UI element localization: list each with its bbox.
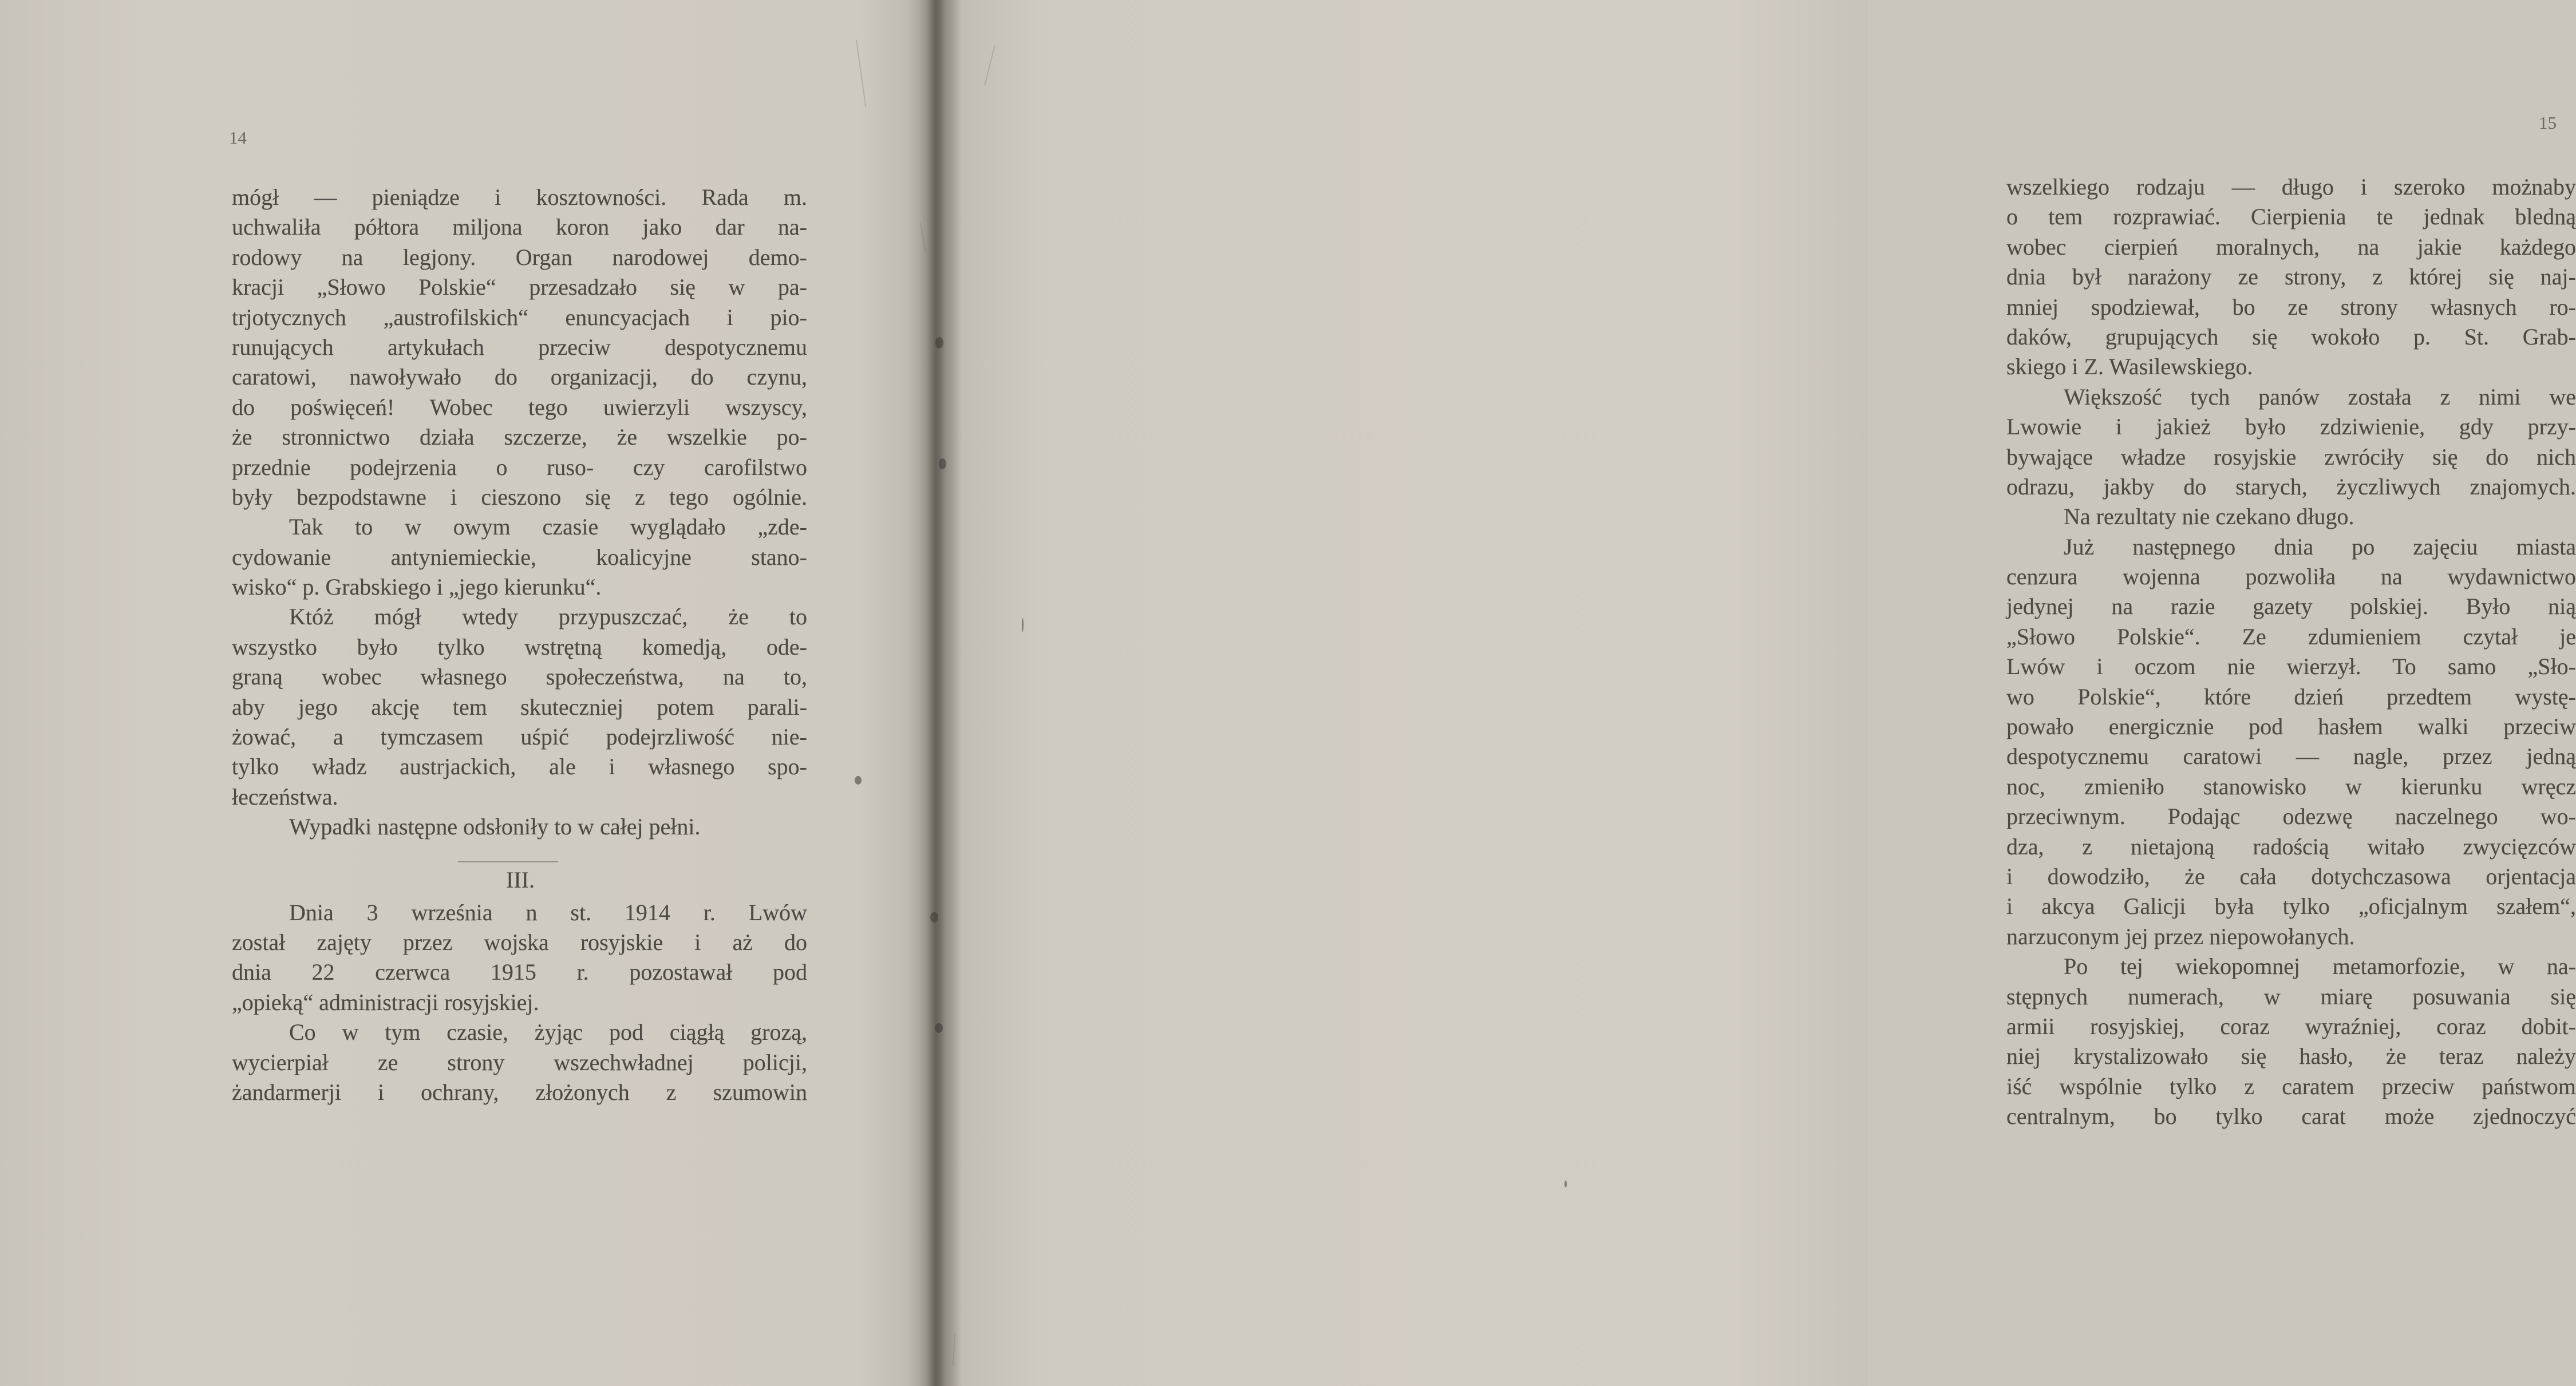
text-line: Po tej wiekopomnej metamorfozie, w na- — [2064, 953, 2576, 980]
text-line: mniej spodziewał, bo ze strony własnych ro- — [2006, 294, 2576, 320]
text-line: bywające władze rosyjskie zwróciły się do nich — [2006, 443, 2576, 470]
text-line: noc, zmieniło stanowisko w kierunku wręcz — [2006, 773, 2576, 799]
right-page-text — [2006, 172, 2576, 1132]
text-line: Już następnego dnia po zajęciu miasta — [2064, 533, 2576, 560]
text-line: narzuconym jej przez niepowołanych. — [2006, 923, 2355, 949]
text-line: wisko“ p. Grabskiego i „jego kierunku“. — [232, 574, 602, 600]
text-line: caratowi, nawoływało do organizacji, do czynu, — [232, 364, 807, 390]
text-line: Któż mógł wtedy przypuszczać, że to — [289, 604, 807, 630]
left-page-number: 14 — [229, 128, 247, 148]
text-line: tylko władz austrjackich, ale i własnego spo- — [232, 754, 807, 780]
text-line: kracji „Słowo Polskie“ przesadzało się w pa- — [232, 274, 807, 300]
text-line: cenzura wojenna pozwoliła na wydawnictwo — [2006, 564, 2576, 590]
paper-speck — [1022, 618, 1024, 632]
text-line: wszelkiego rodzaju — długo i szeroko możnaby — [2006, 174, 2576, 200]
text-line: daków, grupujących się wokoło p. St. Grab- — [2006, 323, 2576, 350]
text-line: „Słowo Polskie“. Ze zdumieniem czytał je — [2006, 623, 2576, 650]
text-line: przeciwnym. Podając odezwę naczelnego wo- — [2006, 803, 2576, 830]
text-line: trjotycznych „austrofilskich“ enuncyacjach i pio- — [232, 304, 807, 330]
paper-speck — [930, 912, 938, 922]
text-line: były bezpodstawne i cieszono się z tego ogólnie. — [232, 484, 807, 510]
text-line: do poświęceń! Wobec tego uwierzyli wszyscy, — [232, 394, 807, 420]
text-line: stępnych numerach, w miarę posuwania się — [2006, 983, 2576, 1009]
text-line: centralnym, bo tylko carat może zjednoczyć — [2006, 1103, 2576, 1130]
text-line: żandarmerji i ochrany, złożonych z szumowin — [232, 1079, 807, 1105]
text-line: przednie podejrzenia o ruso- czy carofilstwo — [232, 454, 807, 480]
text-line: Lwowie i jakież było zdziwienie, gdy przy- — [2006, 414, 2576, 440]
text-line: dza, z nietajoną radością witało zwycięzców — [2006, 833, 2576, 860]
text-line: dnia 22 czerwca 1915 r. pozostawał pod — [232, 959, 807, 985]
text-line: „opieką“ administracji rosyjskiej. — [232, 989, 539, 1015]
text-line: został zajęty przez wojska rosyjskie i aż do — [232, 929, 807, 955]
text-line: rodowy na legjony. Organ narodowej demo- — [232, 244, 807, 270]
text-line: Wypadki następne odsłoniły to w całej pełni. — [289, 814, 701, 840]
text-line: despotycznemu caratowi — nagle, przez jedną — [2006, 743, 2576, 770]
text-line: Większość tych panów została z nimi we — [2064, 383, 2576, 410]
text-line: o tem rozprawiać. Cierpienia te jednak bledną — [2006, 204, 2576, 230]
text-line: skiego i Z. Wasilewskiego. — [2006, 354, 2253, 380]
text-line: runujących artykułach przeciw despotycznemu — [232, 334, 807, 360]
text-line: Dnia 3 września n st. 1914 r. Lwów — [289, 899, 807, 925]
text-line: powało energicznie pod hasłem walki przeciw — [2006, 714, 2576, 740]
left-page — [0, 0, 924, 1386]
text-line: wobec cierpień moralnych, na jakie każdego — [2006, 233, 2576, 260]
text-line: wo Polskie“, które dzień przedtem wystę- — [2006, 683, 2576, 710]
paper-speck — [935, 337, 943, 349]
paper-speck — [935, 1023, 943, 1033]
section-number: III. — [506, 866, 535, 893]
text-line: armii rosyjskiej, coraz wyraźniej, coraz dobit- — [2006, 1013, 2576, 1039]
text-line: iść wspólnie tylko z caratem przeciw państwom — [2006, 1073, 2576, 1099]
text-line: niej krystalizowało się hasło, że teraz należy — [2006, 1043, 2576, 1070]
section-spacing — [232, 842, 807, 855]
paper-speck — [1564, 1181, 1567, 1187]
text-line: graną wobec własnego społeczeństwa, na to, — [232, 664, 807, 690]
text-line: dnia był narażony ze strony, z której się naj- — [2006, 264, 2576, 290]
left-page-text — [232, 183, 807, 1107]
text-line: jedynej na razie gazety polskiej. Było nią — [2006, 593, 2576, 620]
section-divider — [458, 861, 558, 862]
paper-speck — [939, 458, 946, 469]
text-line: i akcya Galicji była tylko „oficjalnym szałem“, — [2006, 893, 2576, 920]
text-line: Na rezultaty nie czekano długo. — [2064, 504, 2354, 530]
text-line: że stronnictwo działa szczerze, że wszelkie po- — [232, 424, 807, 450]
text-line: cydowanie antyniemieckie, koalicyjne stano- — [232, 544, 807, 570]
text-line: Tak to w owym czasie wyglądało „zde- — [289, 514, 807, 540]
text-line: łeczeństwa. — [232, 783, 338, 810]
paper-speck — [855, 776, 862, 785]
text-line: mógł — pieniądze i kosztowności. Rada m. — [232, 184, 807, 210]
text-line: i dowodziło, że cała dotychczasowa orjentacja — [2006, 863, 2576, 889]
text-line: uchwaliła półtora miljona koron jako dar na- — [232, 214, 807, 240]
text-line: odrazu, jakby do starych, życzliwych znajomych. — [2006, 473, 2576, 500]
right-page — [939, 0, 2576, 1386]
text-line: żować, a tymczasem uśpić podejrzliwość nie- — [232, 724, 807, 750]
text-line: wszystko było tylko wstrętną komedją, ode- — [232, 633, 807, 660]
text-line: wycierpiał ze strony wszechwładnej policji, — [232, 1049, 807, 1075]
right-page-number: 15 — [2539, 113, 2557, 133]
text-line: aby jego akcję tem skuteczniej potem parali- — [232, 694, 807, 720]
text-line: Lwów i oczom nie wierzył. To samo „Sło- — [2006, 654, 2576, 680]
text-line: Co w tym czasie, żyjąc pod ciągłą grozą, — [289, 1019, 807, 1046]
